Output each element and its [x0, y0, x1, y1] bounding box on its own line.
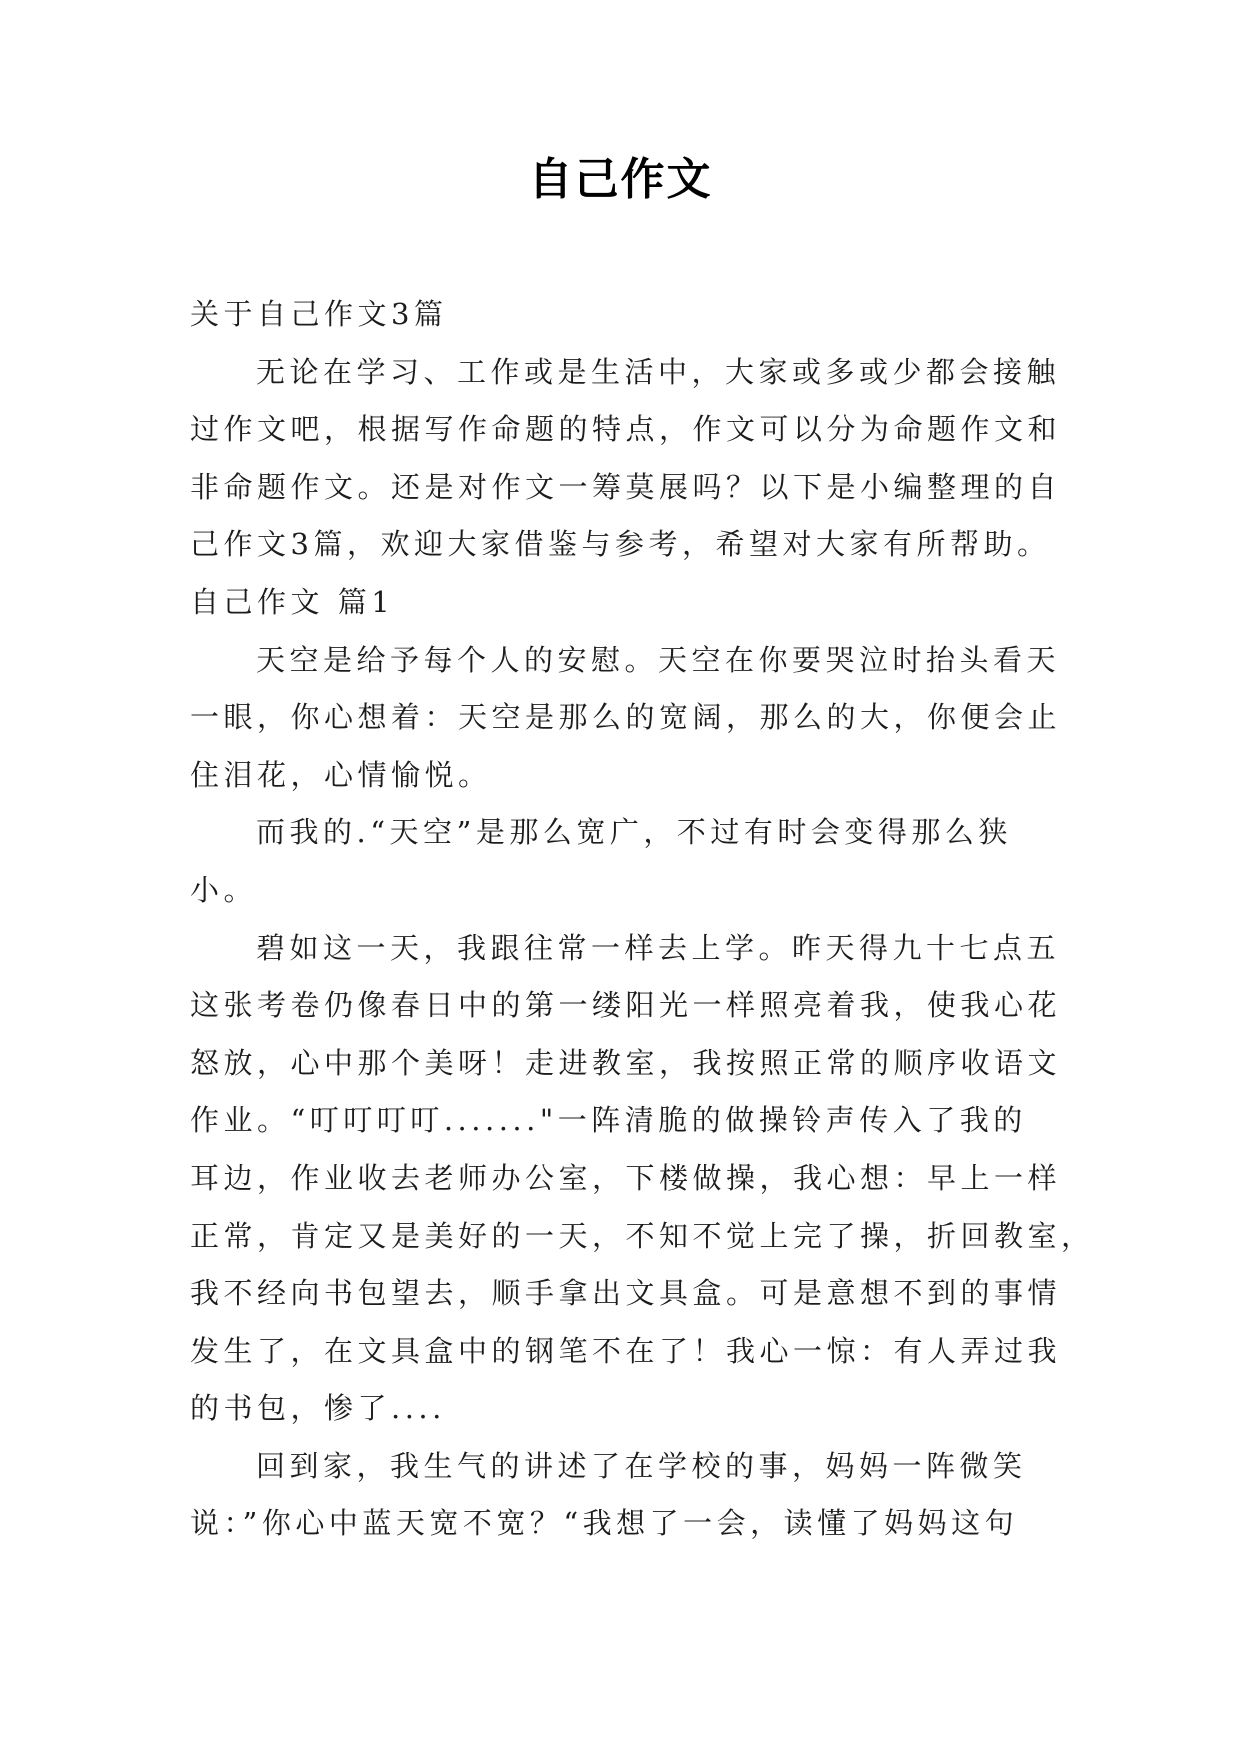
text-line: 而我的.“天空”是那么宽广，不过有时会变得那么狭 — [256, 815, 1012, 850]
text-line: 回到家，我生气的讲述了在学校的事，妈妈一阵微笑 — [256, 1448, 1027, 1483]
text-line: 的书包，惨了.... — [190, 1391, 446, 1426]
text-line: 正常，肯定又是美好的一天，不知不觉上完了操，折回教室， — [190, 1218, 1095, 1253]
text-line: 过作文吧，根据写作命题的特点，作文可以分为命题作文和 — [190, 412, 1062, 447]
text-line: 发生了，在文具盒中的钢笔不在了！我心一惊：有人弄过我 — [190, 1333, 1062, 1368]
text-line: 小。 — [190, 872, 258, 907]
text-line: 己作文3篇，欢迎大家借鉴与参考，希望对大家有所帮助。 — [190, 527, 1051, 562]
text-line: 住泪花，心情愉悦。 — [190, 757, 492, 792]
section-heading: 自己作文 篇1 — [190, 584, 395, 619]
document-title: 自己作文 — [528, 154, 713, 205]
text-line: 天空是给予每个人的安慰。天空在你要哭泣时抬头看天 — [256, 642, 1061, 677]
text-line: 作业。“叮叮叮叮......."一阵清脆的做操铃声传入了我的 — [190, 1103, 1027, 1138]
text-line: 这张考卷仍像春日中的第一缕阳光一样照亮着我，使我心花 — [190, 988, 1062, 1023]
text-line: 怒放，心中那个美呀！走进教室，我按照正常的顺序收语文 — [190, 1045, 1062, 1080]
text-line: 我不经向书包望去，顺手拿出文具盒。可是意想不到的事情 — [190, 1276, 1062, 1311]
text-line: 一眼，你心想着：天空是那么的宽阔，那么的大，你便会止 — [190, 700, 1062, 735]
text-line: 耳边，作业收去老师办公室，下楼做操，我心想：早上一样 — [190, 1160, 1062, 1195]
text-line: 说：”你心中蓝天宽不宽？“我想了一会，读懂了妈妈这句 — [190, 1506, 1019, 1541]
text-line: 碧如这一天，我跟往常一样去上学。昨天得九十七点五 — [256, 930, 1061, 965]
text-line: 关于自己作文3篇 — [190, 297, 448, 331]
document-body — [190, 286, 1095, 1553]
text-line: 非命题作文。还是对作文一筹莫展吗？以下是小编整理的自 — [190, 469, 1062, 504]
text-line: 无论在学习、工作或是生活中，大家或多或少都会接触 — [256, 354, 1061, 389]
